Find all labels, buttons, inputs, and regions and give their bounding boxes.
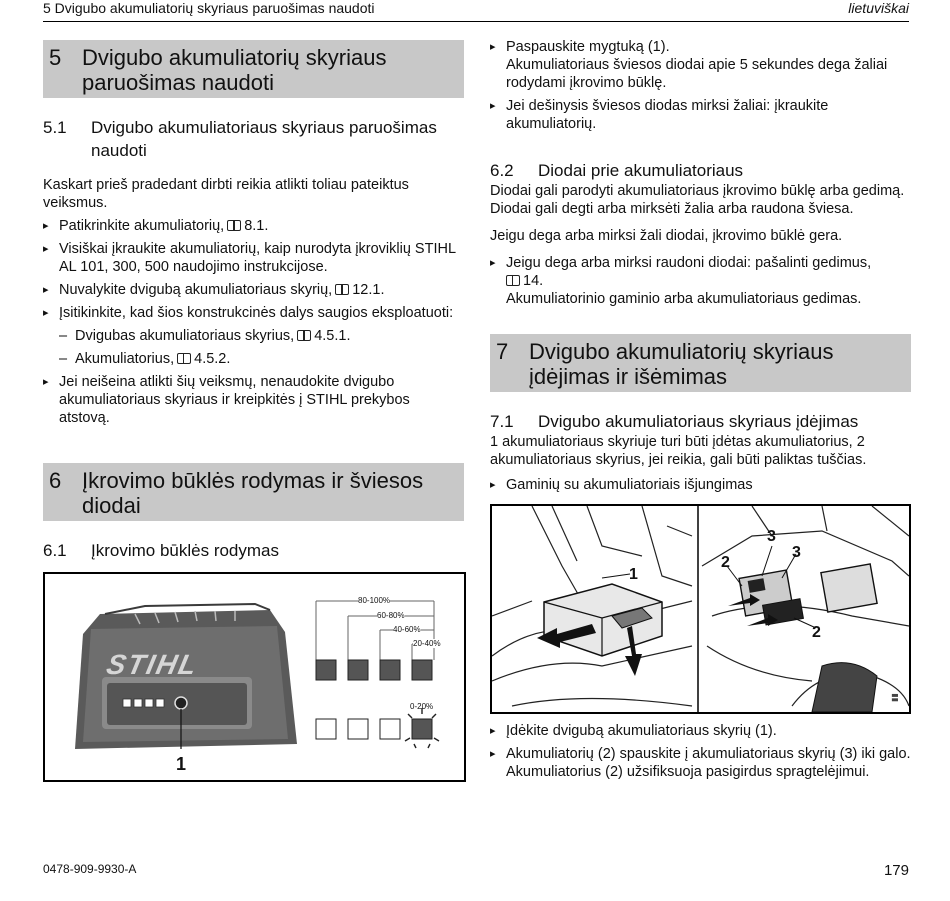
page-ref: 4.5.2. (194, 351, 231, 367)
callout-3b: 3 (792, 544, 801, 561)
page-ref: 14. (523, 273, 544, 289)
intro-paragraph: Kaskart prieš pradedant dirbti reikia atlikti toliau pateiktus veiksmus. (43, 177, 409, 211)
section-7-heading (490, 334, 911, 392)
battery-compartment-figure (490, 504, 911, 714)
compartment-illustration (492, 506, 909, 712)
item-continuation: Akumuliatorinio gaminio arba akumuliatoriaus gedimas. (506, 291, 862, 307)
subsection-title: Diodai prie akumuliatoriaus (538, 161, 744, 180)
stihl-logo: STIHL (103, 649, 202, 680)
level-label-0-20: 0-20% (410, 702, 434, 711)
section-7-1-heading (490, 410, 911, 433)
item-text: Jeigu dega arba mirksi raudoni diodai: pašalinti gedimus, (506, 255, 872, 271)
item-text: Dvigubas akumuliatoriaus skyrius, (75, 328, 295, 344)
list-item: ▸ Jei neišeina atlikti šių veiksmų, nenaudokite dvigubo akumuliatoriaus skyriaus ir kreipkitės į STIHL prekybos atstovą. (43, 373, 464, 427)
header-language: lietuviškai (848, 0, 909, 16)
callout-1: 1 (629, 566, 638, 583)
page-number: 179 (883, 862, 909, 879)
dash-item (43, 327, 464, 345)
level-label-20-40: 20-40% (413, 639, 441, 648)
subsection-title: Įkrovimo būklės rodymas (91, 541, 280, 560)
section-number: 5 (49, 45, 62, 70)
callout-2: 2 (721, 554, 730, 571)
page-ref: 4.5.1. (314, 328, 351, 344)
document-code: 0478-909-9930-A (43, 862, 137, 876)
dash-item (43, 350, 464, 368)
item-continuation: Akumuliatoriaus šviesos diodai apie 5 sekundes dega žaliai rodydami įkrovimo būklę. (506, 57, 888, 91)
subsection-title: Dvigubo akumuliatoriaus skyriaus įdėjimas (538, 412, 859, 431)
page-ref: 8.1. (244, 218, 269, 234)
book-icon (506, 275, 520, 286)
item-text: Akumuliatorių (2) spauskite į akumuliatoriaus skyrių (3) iki galo. (506, 746, 911, 762)
page-footer (43, 862, 909, 879)
section-number: 7 (496, 339, 509, 364)
subsection-number: 6.2 (490, 161, 514, 180)
list-item: ▸ Įsitikinkite, kad šios konstrukcinės dalys saugios eksploatuoti: (43, 304, 464, 322)
item-text: Paspauskite mygtuką (1). (506, 39, 670, 55)
list-item: ▸ Visiškai įkraukite akumuliatorių, kaip nurodyta įkroviklių STIHL AL 101, 300, 500 naudojimo instrukcijose. (43, 240, 464, 276)
list-item: ▸ Jei dešinysis šviesos diodas mirksi žaliai: įkraukite akumuliatorių. (490, 97, 911, 133)
item-text: Nuvalykite dvigubą akumuliatoriaus skyrių, (59, 282, 333, 298)
list-item (490, 38, 911, 92)
list-item (490, 745, 911, 781)
list-item (43, 281, 464, 299)
section-number: 6 (49, 468, 62, 493)
callout-1: 1 (176, 754, 187, 774)
section-6-2-heading (490, 159, 911, 182)
item-continuation: Akumuliatorius (2) užsifiksuoja pasigirdus spragtelėjimui. (506, 764, 870, 780)
section-5-1-heading (43, 116, 464, 162)
section-title: Įkrovimo būklės rodymas ir šviesos diodai (82, 468, 424, 518)
item-text: Patikrinkite akumuliatorių, (59, 218, 225, 234)
level-label-40-60: 40-60% (393, 625, 421, 634)
page-ref: 12.1. (352, 282, 385, 298)
svg-text:▮▮: ▮▮ (890, 693, 899, 702)
section-5-heading (43, 40, 464, 98)
callout-3: 3 (767, 528, 776, 545)
charge-level-figure (43, 572, 466, 782)
list-item: ▸ Įdėkite dvigubą akumuliatoriaus skyrių (1). (490, 722, 911, 740)
book-icon (177, 353, 191, 364)
page-header (43, 0, 909, 22)
right-column (490, 38, 911, 781)
level-label-80-100: 80-100% (358, 596, 391, 605)
book-icon (227, 220, 241, 231)
callout-2b: 2 (812, 624, 821, 641)
item-text: Akumuliatorius, (75, 351, 175, 367)
list-item: ▸ Gaminių su akumuliatoriais išjungimas (490, 476, 911, 494)
subsection-number: 7.1 (490, 412, 514, 431)
book-icon (335, 284, 349, 295)
paragraph: 1 akumuliatoriaus skyriuje turi būti įdėtas akumuliatorius, 2 akumuliatoriaus skyrius, jei reikia, gali būti paliktas tuščias. (490, 434, 867, 468)
level-label-60-80: 60-80% (377, 611, 405, 620)
section-6-heading (43, 463, 464, 521)
header-section-title: 5 Dvigubo akumuliatorių skyriaus paruošimas naudoti (43, 0, 375, 16)
paragraph: Diodai gali parodyti akumuliatoriaus įkrovimo būklę arba gedimą. Diodai gali degti arba mirksėti žalia arba raudona šviesa. (490, 183, 905, 217)
subsection-number: 6.1 (43, 541, 67, 560)
section-title: Dvigubo akumuliatorių skyriaus įdėjimas ir išėmimas (529, 339, 834, 389)
left-column (43, 40, 464, 782)
subsection-title: Dvigubo akumuliatoriaus skyriaus paruošimas naudoti (91, 118, 437, 160)
section-title: Dvigubo akumuliatorių skyriaus paruošimas naudoti (82, 45, 387, 95)
list-item (490, 254, 911, 308)
section-6-1-heading (43, 539, 464, 562)
book-icon (297, 330, 311, 341)
paragraph: Jeigu dega arba mirksi žali diodai, įkrovimo būklė gera. (490, 228, 843, 244)
list-item (43, 217, 464, 235)
subsection-number: 5.1 (43, 118, 67, 137)
